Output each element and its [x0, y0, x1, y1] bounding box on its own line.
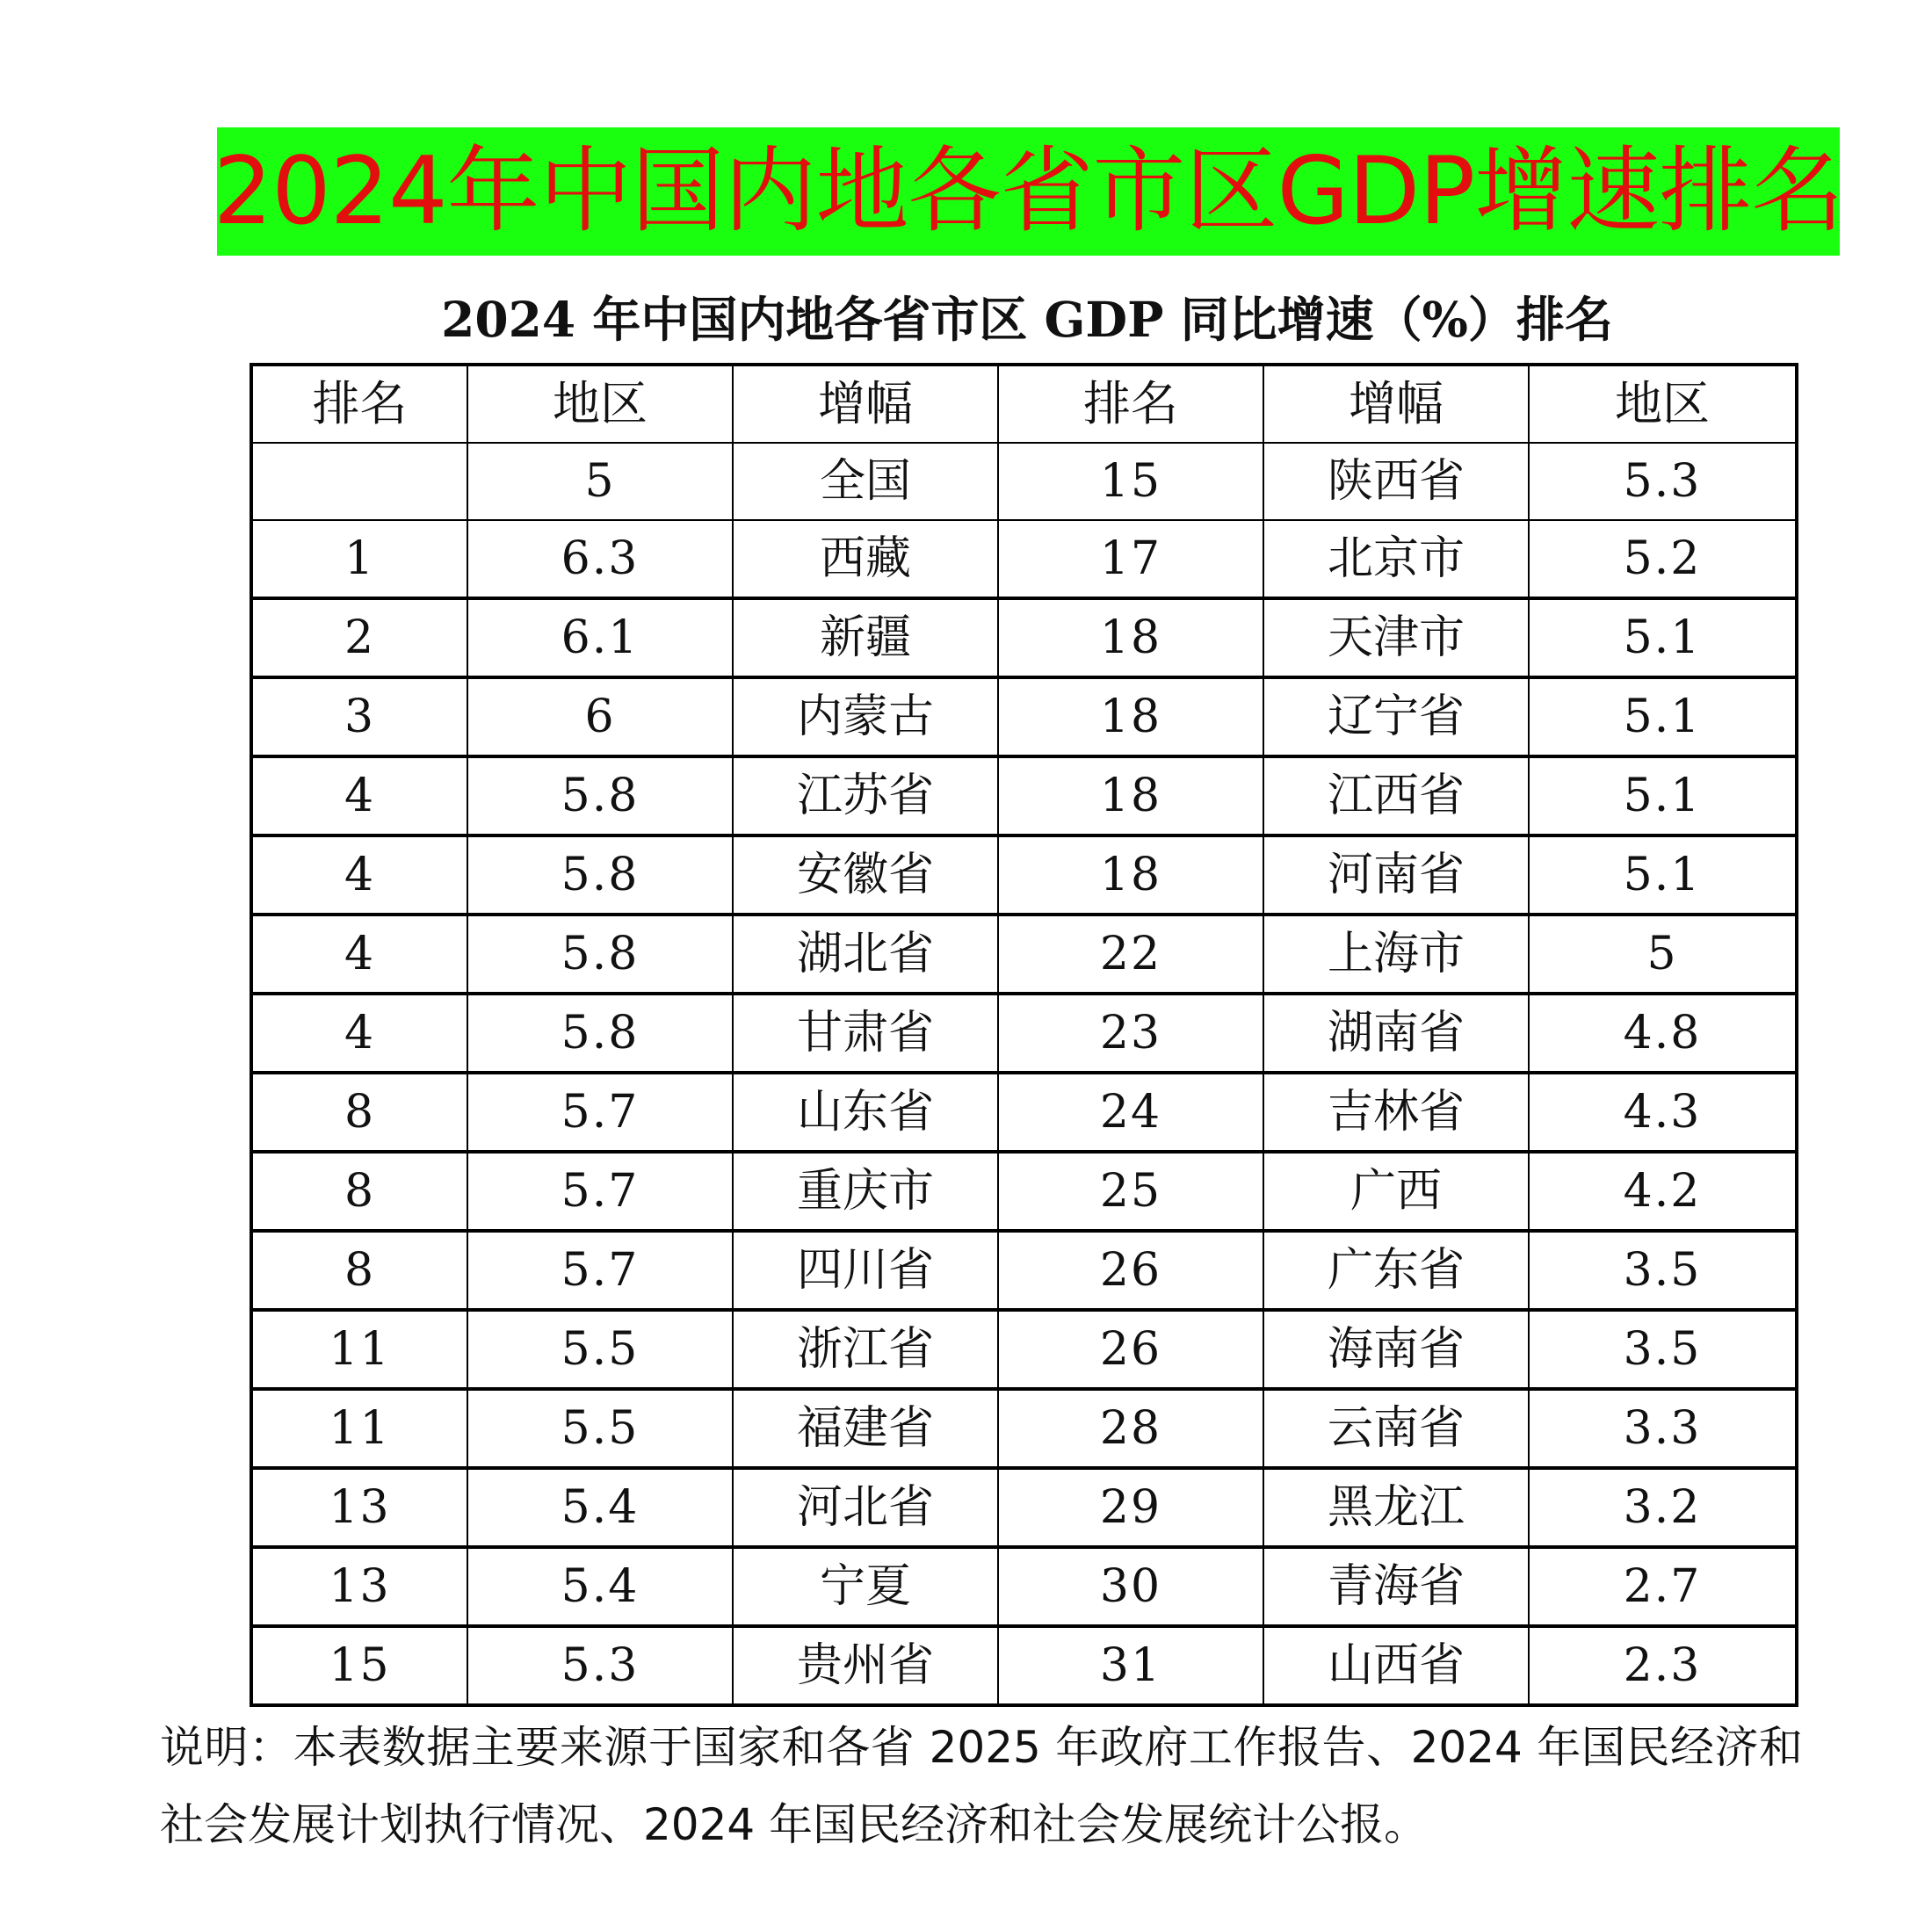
table-cell: 5.7	[467, 1231, 733, 1310]
table-row	[251, 1468, 1797, 1547]
table-cell: 河北省	[733, 1468, 998, 1547]
table-cell: 11	[251, 1389, 467, 1468]
table-row	[251, 1231, 1797, 1310]
table-cell: 5	[1529, 915, 1797, 994]
table-cell: 山东省	[733, 1073, 998, 1152]
table-cell: 5.7	[467, 1073, 733, 1152]
table-cell: 5.8	[467, 756, 733, 835]
table-cell: 青海省	[1263, 1547, 1529, 1626]
table-cell: 吉林省	[1263, 1073, 1529, 1152]
source-note: 说明：本表数据主要来源于国家和各省 2025 年政府工作报告、2024 年国民经济和社会发展计划执行情况、2024 年国民经济和社会发展统计公报。	[160, 1722, 1803, 1850]
table-cell: 5.1	[1529, 677, 1797, 756]
table-cell: 全国	[733, 443, 998, 520]
table-cell: 6.1	[467, 598, 733, 677]
header-cell: 增幅	[733, 365, 998, 443]
table-cell: 6.3	[467, 520, 733, 598]
table-cell: 3.5	[1529, 1310, 1797, 1389]
table-cell: 3	[251, 677, 467, 756]
table-cell: 黑龙江	[1263, 1468, 1529, 1547]
table-row	[251, 443, 1797, 520]
banner-title: 2024年中国内地各省市区GDP增速排名	[213, 137, 1844, 245]
table-cell: 3.5	[1529, 1231, 1797, 1310]
table-cell: 18	[998, 598, 1263, 677]
table-row	[251, 1547, 1797, 1626]
table-cell: 5.2	[1529, 520, 1797, 598]
table-cell: 15	[251, 1626, 467, 1705]
table-cell: 5.1	[1529, 598, 1797, 677]
table-cell: 云南省	[1263, 1389, 1529, 1468]
table-row	[251, 1626, 1797, 1705]
table-row	[251, 1073, 1797, 1152]
table-row	[251, 756, 1797, 835]
table-cell: 18	[998, 756, 1263, 835]
table-cell: 4	[251, 994, 467, 1073]
table-cell: 贵州省	[733, 1626, 998, 1705]
table-cell: 18	[998, 677, 1263, 756]
table-cell: 30	[998, 1547, 1263, 1626]
table-cell: 北京市	[1263, 520, 1529, 598]
table-cell: 甘肃省	[733, 994, 998, 1073]
table-cell: 江西省	[1263, 756, 1529, 835]
table-cell: 18	[998, 835, 1263, 915]
table-cell: 新疆	[733, 598, 998, 677]
table-cell: 23	[998, 994, 1263, 1073]
table-cell: 8	[251, 1231, 467, 1310]
table-cell: 2	[251, 598, 467, 677]
table-cell: 5.1	[1529, 835, 1797, 915]
table-cell: 江苏省	[733, 756, 998, 835]
table-row	[251, 915, 1797, 994]
title-banner	[213, 127, 1844, 256]
header-cell: 排名	[251, 365, 467, 443]
table-cell: 4	[251, 835, 467, 915]
table-cell: 湖南省	[1263, 994, 1529, 1073]
table-cell: 31	[998, 1626, 1263, 1705]
table-cell: 15	[998, 443, 1263, 520]
header-cell: 增幅	[1263, 365, 1529, 443]
table-cell: 5	[467, 443, 733, 520]
table-cell: 西藏	[733, 520, 998, 598]
table-cell: 5.5	[467, 1389, 733, 1468]
table-cell: 2.3	[1529, 1626, 1797, 1705]
table-cell: 5.8	[467, 915, 733, 994]
table-cell: 重庆市	[733, 1152, 998, 1231]
table-cell: 浙江省	[733, 1310, 998, 1389]
table-cell: 海南省	[1263, 1310, 1529, 1389]
table-cell: 河南省	[1263, 835, 1529, 915]
table-cell: 5.4	[467, 1547, 733, 1626]
table-row	[251, 835, 1797, 915]
table-cell: 5.5	[467, 1310, 733, 1389]
table-cell: 11	[251, 1310, 467, 1389]
table-cell: 上海市	[1263, 915, 1529, 994]
table-cell: 陕西省	[1263, 443, 1529, 520]
table-cell: 28	[998, 1389, 1263, 1468]
table-cell: 广东省	[1263, 1231, 1529, 1310]
table-cell: 宁夏	[733, 1547, 998, 1626]
table-cell: 8	[251, 1073, 467, 1152]
gdp-ranking-table	[250, 363, 1798, 1707]
table-cell: 6	[467, 677, 733, 756]
header-cell: 地区	[1529, 365, 1797, 443]
table-cell: 安徽省	[733, 835, 998, 915]
table-row	[251, 677, 1797, 756]
table-cell: 17	[998, 520, 1263, 598]
table-caption: 2024 年中国内地各省市区 GDP 同比增速（%）排名	[441, 291, 1613, 348]
table-cell: 5.4	[467, 1468, 733, 1547]
table-cell: 湖北省	[733, 915, 998, 994]
table-cell: 内蒙古	[733, 677, 998, 756]
table-cell: 5.8	[467, 994, 733, 1073]
table-row	[251, 520, 1797, 598]
header-cell: 排名	[998, 365, 1263, 443]
table-cell: 4.2	[1529, 1152, 1797, 1231]
table-cell: 5.1	[1529, 756, 1797, 835]
table-cell: 5.8	[467, 835, 733, 915]
table-row	[251, 598, 1797, 677]
table-cell: 25	[998, 1152, 1263, 1231]
table-cell: 4	[251, 915, 467, 994]
table-header-row	[251, 365, 1797, 443]
table-cell	[251, 443, 467, 520]
table-cell: 24	[998, 1073, 1263, 1152]
table-row	[251, 994, 1797, 1073]
table-cell: 3.3	[1529, 1389, 1797, 1468]
table-cell: 13	[251, 1547, 467, 1626]
table-cell: 四川省	[733, 1231, 998, 1310]
table-cell: 8	[251, 1152, 467, 1231]
header-cell: 地区	[467, 365, 733, 443]
table-cell: 5.7	[467, 1152, 733, 1231]
table-cell: 福建省	[733, 1389, 998, 1468]
table-cell: 4.8	[1529, 994, 1797, 1073]
table-row	[251, 1310, 1797, 1389]
table-cell: 山西省	[1263, 1626, 1529, 1705]
table-cell: 天津市	[1263, 598, 1529, 677]
table-cell: 5.3	[1529, 443, 1797, 520]
table-row	[251, 1389, 1797, 1468]
table-cell: 22	[998, 915, 1263, 994]
table-cell: 26	[998, 1310, 1263, 1389]
table-cell: 29	[998, 1468, 1263, 1547]
table-cell: 1	[251, 520, 467, 598]
table-cell: 辽宁省	[1263, 677, 1529, 756]
table-cell: 4.3	[1529, 1073, 1797, 1152]
table-cell: 2.7	[1529, 1547, 1797, 1626]
table-cell: 26	[998, 1231, 1263, 1310]
table-cell: 4	[251, 756, 467, 835]
table-cell: 13	[251, 1468, 467, 1547]
table-cell: 3.2	[1529, 1468, 1797, 1547]
table-row	[251, 1152, 1797, 1231]
table-cell: 5.3	[467, 1626, 733, 1705]
table-cell: 广西	[1263, 1152, 1529, 1231]
